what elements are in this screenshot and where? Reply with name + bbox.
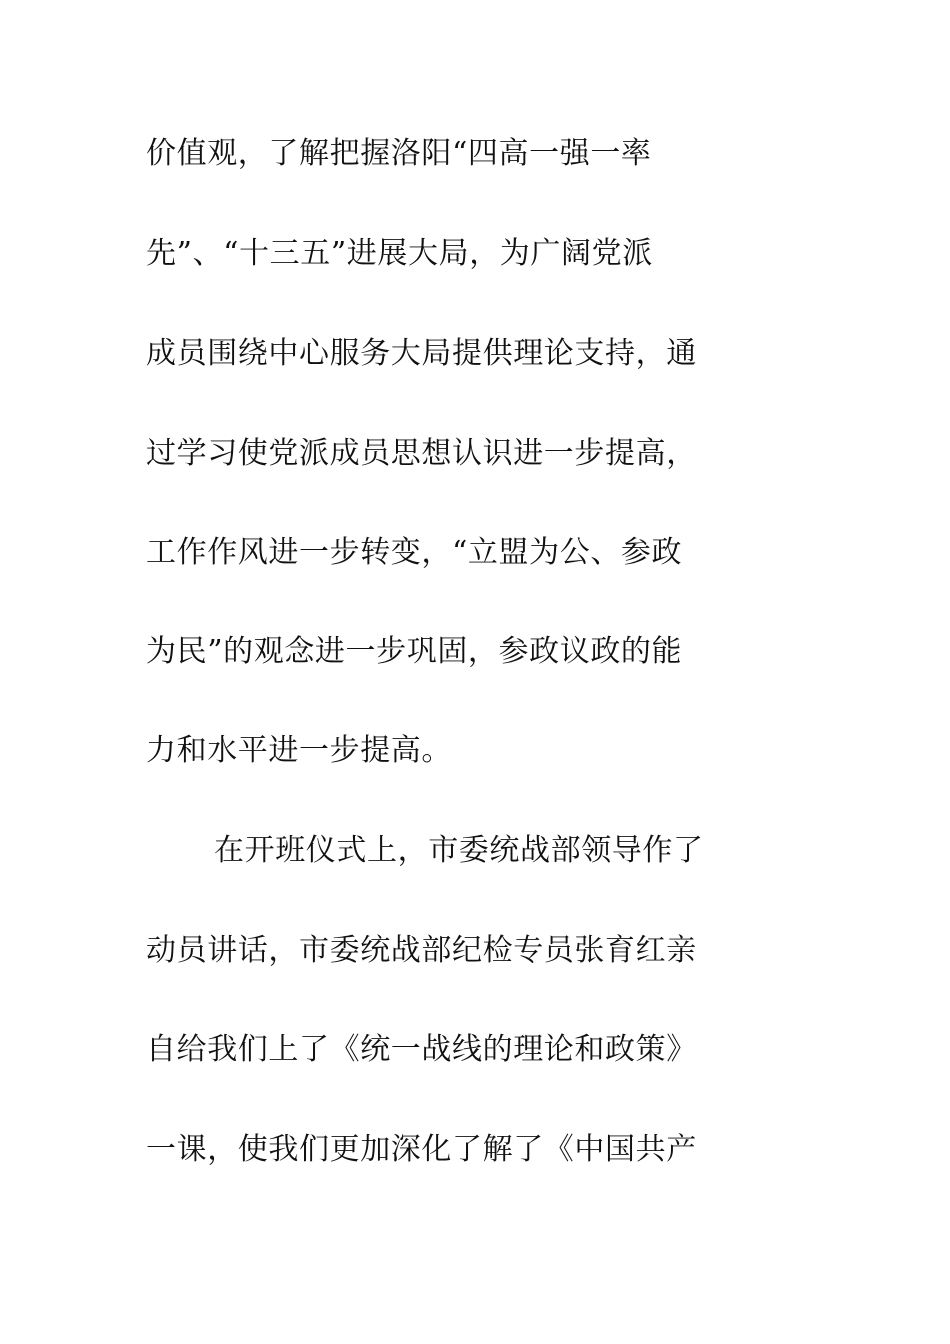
text-line: 自给我们上了《统一战线的理论和政策》 (146, 1032, 697, 1067)
text-line: 动员讲话，市委统战部纪检专员张育红亲 (146, 933, 697, 968)
text-line: 先”、“十三五”进展大局，为广阔党派 (146, 236, 653, 271)
text-line: 工作作风进一步转变，“立盟为公、参政 (146, 535, 683, 570)
paragraph-first-line: 在开班仪式上，市委统战部领导作了 (214, 833, 704, 868)
text-line: 为民”的观念进一步巩固，参政议政的能 (146, 634, 683, 669)
text-line: 一课，使我们更加深化了解了《中国共产 (146, 1132, 697, 1167)
text-line: 成员围绕中心服务大局提供理论支持，通 (146, 336, 697, 371)
text-line: 力和水平进一步提高。 (146, 733, 452, 768)
text-line: 过学习使党派成员思想认识进一步提高， (146, 436, 697, 471)
text-line: 价值观，了解把握洛阳“四高一强一率 (146, 136, 652, 171)
